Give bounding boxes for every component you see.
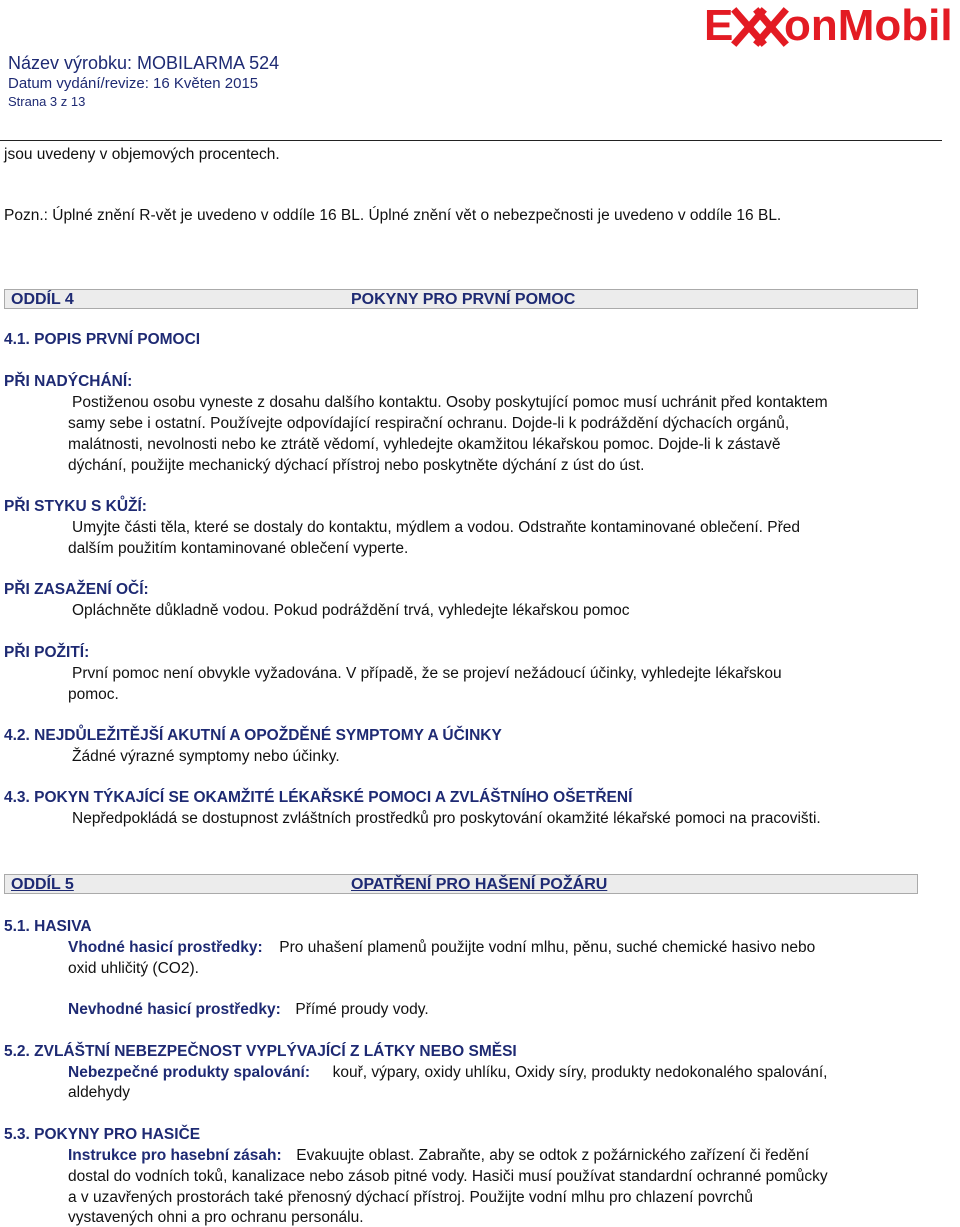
firefighting-instructions-text: Evakuujte oblast. Zabraňte, aby se odtok z požárnického zařízení či ředění xyxy=(296,1147,809,1164)
inhalation-text-1: Postiženou osobu vyneste z dosahu dalšího kontaktu. Osoby poskytující pomoc musí uchránit před kontaktem xyxy=(72,394,828,411)
unsuitable-media-row xyxy=(68,1000,429,1020)
combustion-products-label: Nebezpečné produkty spalování: xyxy=(68,1064,311,1081)
inhalation-text-2: samy sebe i ostatní. Používejte odpovídající respirační ochranu. Dojde-li k podráždění dýchacích orgánů, xyxy=(68,415,790,432)
firefighting-text-3: a v uzavřených prostorách také přenosný dýchací přístroj. Použijte vodní mlhu pro chlazení povrchů xyxy=(68,1189,753,1206)
inhalation-label: PŘI NADÝCHÁNÍ: xyxy=(4,373,133,390)
skin-text-1: Umyjte části těla, které se dostaly do kontaktu, mýdlem a vodou. Odstraňte kontaminované oblečení. Před xyxy=(72,519,801,536)
suitable-media-row xyxy=(68,938,815,958)
page-number: Strana 3 z 13 xyxy=(8,94,86,109)
suitable-media-text-2: oxid uhličitý (CO2). xyxy=(68,960,199,977)
unsuitable-media-text: Přímé proudy vody. xyxy=(295,1001,429,1018)
section-5-title: OPATŘENÍ PRO HAŠENÍ POŽÁRU xyxy=(351,876,608,893)
suitable-media-label: Vhodné hasicí prostředky: xyxy=(68,939,263,956)
subsection-5-1: 5.1. HASIVA xyxy=(4,918,92,935)
suitable-media-text: Pro uhašení plamenů použijte vodní mlhu, pěnu, suché chemické hasivo nebo xyxy=(279,939,816,956)
subsection-4-2: 4.2. NEJDŮLEŽITĚJŠÍ AKUTNÍ A OPOŽDĚNÉ SYMPTOMY A ÚČINKY xyxy=(4,727,502,744)
document-header xyxy=(8,52,279,111)
firefighting-instructions-row xyxy=(68,1146,809,1166)
subsection-5-2: 5.2. ZVLÁŠTNÍ NEBEZPEČNOST VYPLÝVAJÍCÍ Z LÁTKY NEBO SMĚSI xyxy=(4,1043,517,1060)
ingestion-text-1: První pomoc není obvykle vyžadována. V případě, že se projeví nežádoucí účinky, vyhledejte lékařskou xyxy=(72,665,782,682)
section-5-number: ODDÍL 5 xyxy=(11,876,74,893)
firefighting-text-2: dostal do vodních toků, kanalizace nebo zásob pitné vody. Hasiči musí používat standardní ochranné pomůcky xyxy=(68,1168,828,1185)
subsection-5-3: 5.3. POKYNY PRO HASIČE xyxy=(4,1126,201,1143)
firefighting-instructions-label: Instrukce pro hasební zásah: xyxy=(68,1147,282,1164)
inhalation-text-3: malátnosti, nevolnosti nebo ke ztrátě vědomí, vyhledejte okamžitou lékařskou pomoc. Dojde-li k zástavě xyxy=(68,436,781,453)
ingestion-label: PŘI POŽITÍ: xyxy=(4,644,90,661)
skin-label: PŘI STYKU S KŮŽÍ: xyxy=(4,498,147,515)
eye-label: PŘI ZASAŽENÍ OČÍ: xyxy=(4,581,149,598)
subsection-4-3: 4.3. POKYN TÝKAJÍCÍ SE OKAMŽITÉ LÉKAŘSKÉ POMOCI A ZVLÁŠTNÍHO OŠETŘENÍ xyxy=(4,789,633,806)
section-4-title: POKYNY PRO PRVNÍ POMOC xyxy=(351,291,576,308)
subsection-4-1: 4.1. POPIS PRVNÍ POMOCI xyxy=(4,331,201,348)
intro-note: Pozn.: Úplné znění R-vět je uvedeno v oddíle 16 BL. Úplné znění vět o nebezpečnosti je uvedeno v oddíle 16 BL. xyxy=(4,207,782,224)
section-5-bar xyxy=(4,874,918,894)
combustion-products-text: kouř, výpary, oxidy uhlíku, Oxidy síry, produkty nedokonalého spalování, xyxy=(332,1064,828,1081)
product-name: Název výrobku: MOBILARMA 524 xyxy=(8,53,280,73)
header-divider xyxy=(0,140,942,141)
unsuitable-media-label: Nevhodné hasicí prostředky: xyxy=(68,1001,281,1018)
skin-text-2: dalším použitím kontaminované oblečení vyperte. xyxy=(68,540,409,557)
issue-date: Datum vydání/revize: 16 Květen 2015 xyxy=(8,75,259,92)
firefighting-text-4: vystavených ohni a pro ochranu personálu. xyxy=(68,1209,364,1226)
combustion-products-row xyxy=(68,1063,827,1083)
symptoms-text: Žádné výrazné symptomy nebo účinky. xyxy=(72,748,340,765)
logo-text-rest: onMobil xyxy=(784,1,953,50)
inhalation-text-4: dýchání, použijte mechanický dýchací přístroj nebo poskytněte dýchání z úst do úst. xyxy=(68,457,645,474)
logo-xx-mark xyxy=(736,12,784,42)
exxonmobil-logo xyxy=(704,0,960,52)
treatment-text: Nepředpokládá se dostupnost zvláštních prostředků pro poskytování okamžité lékařské pomoci na pracovišti. xyxy=(72,810,821,827)
logo-text-e: E xyxy=(704,1,734,50)
combustion-products-text-2: aldehydy xyxy=(68,1084,131,1101)
intro-line: jsou uvedeny v objemových procentech. xyxy=(4,146,280,163)
section-4-bar xyxy=(4,289,918,309)
ingestion-text-2: pomoc. xyxy=(68,686,119,703)
eye-text-1: Opláchněte důkladně vodou. Pokud podráždění trvá, vyhledejte lékařskou pomoc xyxy=(72,602,630,619)
section-4-number: ODDÍL 4 xyxy=(11,291,74,308)
